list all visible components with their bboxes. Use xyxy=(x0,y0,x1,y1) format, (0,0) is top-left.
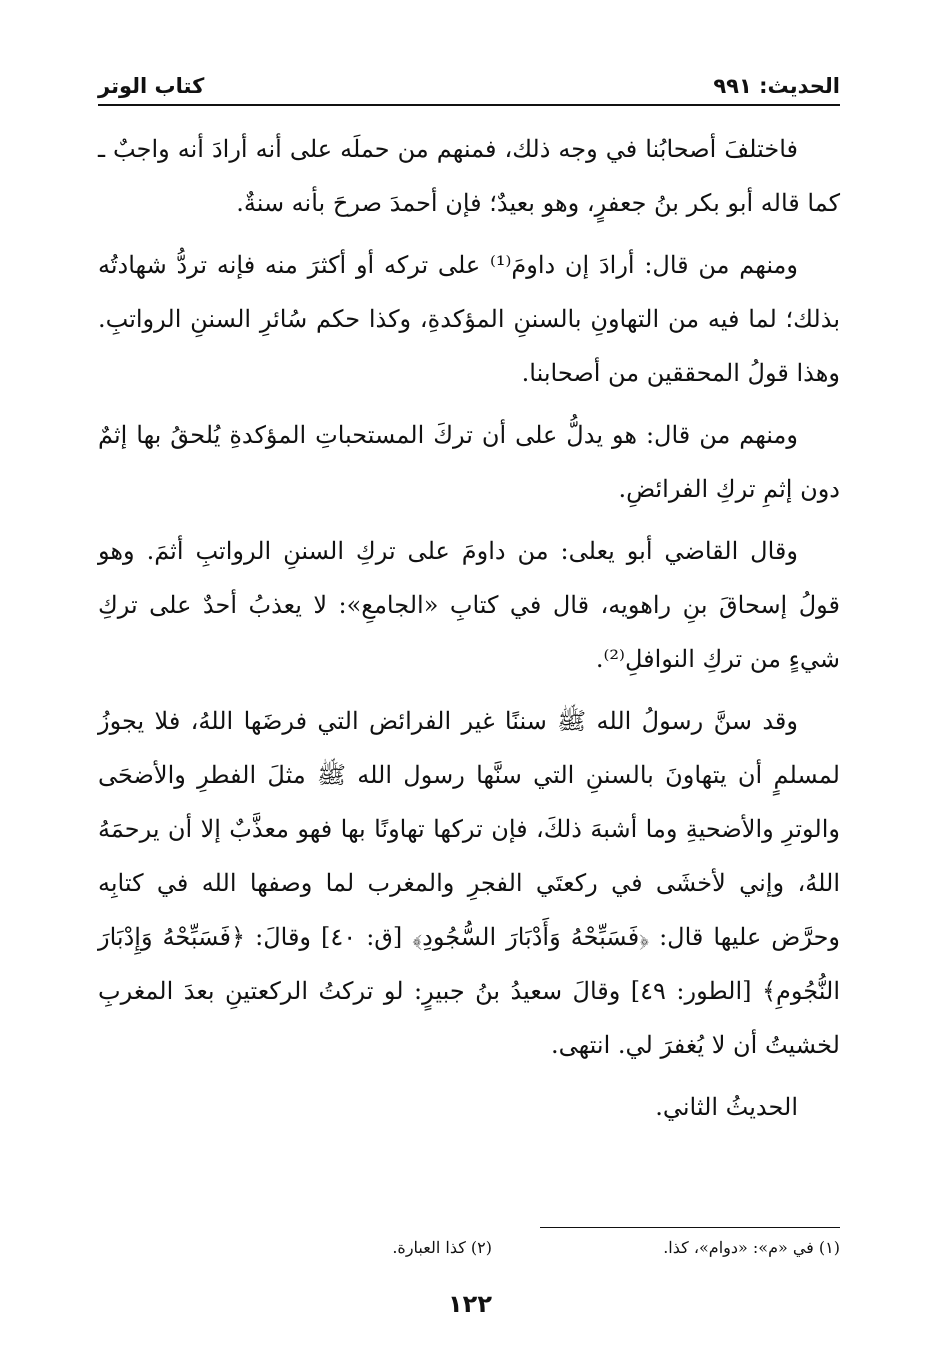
main-text xyxy=(98,122,840,1142)
paragraph: فاختلفَ أصحابُنا في وجه ذلك، فمنهم من حملَه على أنه أرادَ أنه واجبٌ ـ كما قاله أبو بكر بنُ جعفرٍ، وهو بعيدٌ؛ فإن أحمدَ صرحَ بأنه سنةٌ. xyxy=(98,135,840,217)
footnote-1: (١) في «م»: «دوام»، كذا. xyxy=(663,1238,840,1257)
footnote-2: (٢) كذا العبارة. xyxy=(392,1238,492,1257)
footnote-divider xyxy=(540,1227,840,1228)
section-heading: الحديثُ الثاني. xyxy=(655,1093,798,1121)
paragraph: ومنهم من قال: هو يدلُّ على أن تركَ المستحباتِ المؤكدةِ يُلحقُ بها إثمٌ دون إثمِ تركِ الفرائضِ. xyxy=(98,421,840,503)
paragraph: وقد سنَّ رسولُ الله ﷺ سننًا غير الفرائض التي فرضَها اللهُ، فلا يجوزُ لمسلمٍ أن يتهاونَ بالسننِ التي سنَّها رسول الله ﷺ مثلَ الفطرِ والأضحَى والوترِ والأضحيةِ وما أشبهَ ذلكَ، فإن تركها تهاونًا بها فهو معذَّبٌ إلا أن يرحمَهُ اللهُ، وإني لأخشَى في ركعتَي الفجرِ والمغرب لما وصفها الله في كتابِه وحرَّض عليها قال: ﴿فَسَبِّحْهُ وَأَدْبَارَ السُّجُودِ﴾ [ق: ٤٠] وقالَ: ﴿فَسَبِّحْهُ وَإِدْبَارَ النُّجُومِ﴾ [الطور: ٤٩] وقالَ سعيدُ بنُ جبيرٍ: لو تركتُ الركعتينِ بعدَ المغربِ لخشيتُ أن لا يُغفرَ لي. انتهى. xyxy=(98,707,841,1059)
header-divider xyxy=(98,104,840,106)
paragraph: وقال القاضي أبو يعلى: من داومَ على تركِ السننِ الرواتبِ أثمَ. وهو قولُ إسحاقَ بنِ راهويه، قال في كتابِ «الجامعِ»: لا يعذبُ أحدٌ على تركِ شيءٍ من تركِ النوافلِ⁽²⁾. xyxy=(98,537,840,673)
book-title: كتاب الوتر xyxy=(98,74,205,98)
page-number: ١٢٢ xyxy=(448,1290,492,1318)
footnotes xyxy=(98,1238,840,1268)
hadith-number-label: الحديث: ٩٩١ xyxy=(713,74,840,98)
running-header xyxy=(98,72,840,102)
paragraph: ومنهم من قال: أرادَ إن داومَ⁽¹⁾ على تركه أو أكثرَ منه فإنه تردُّ شهادتُه بذلك؛ لما فيه من التهاونِ بالسننِ المؤكدةِ، وكذا حكم سُائرِ السننِ الرواتبِ. وهذا قولُ المحققين من أصحابنا. xyxy=(98,251,840,387)
